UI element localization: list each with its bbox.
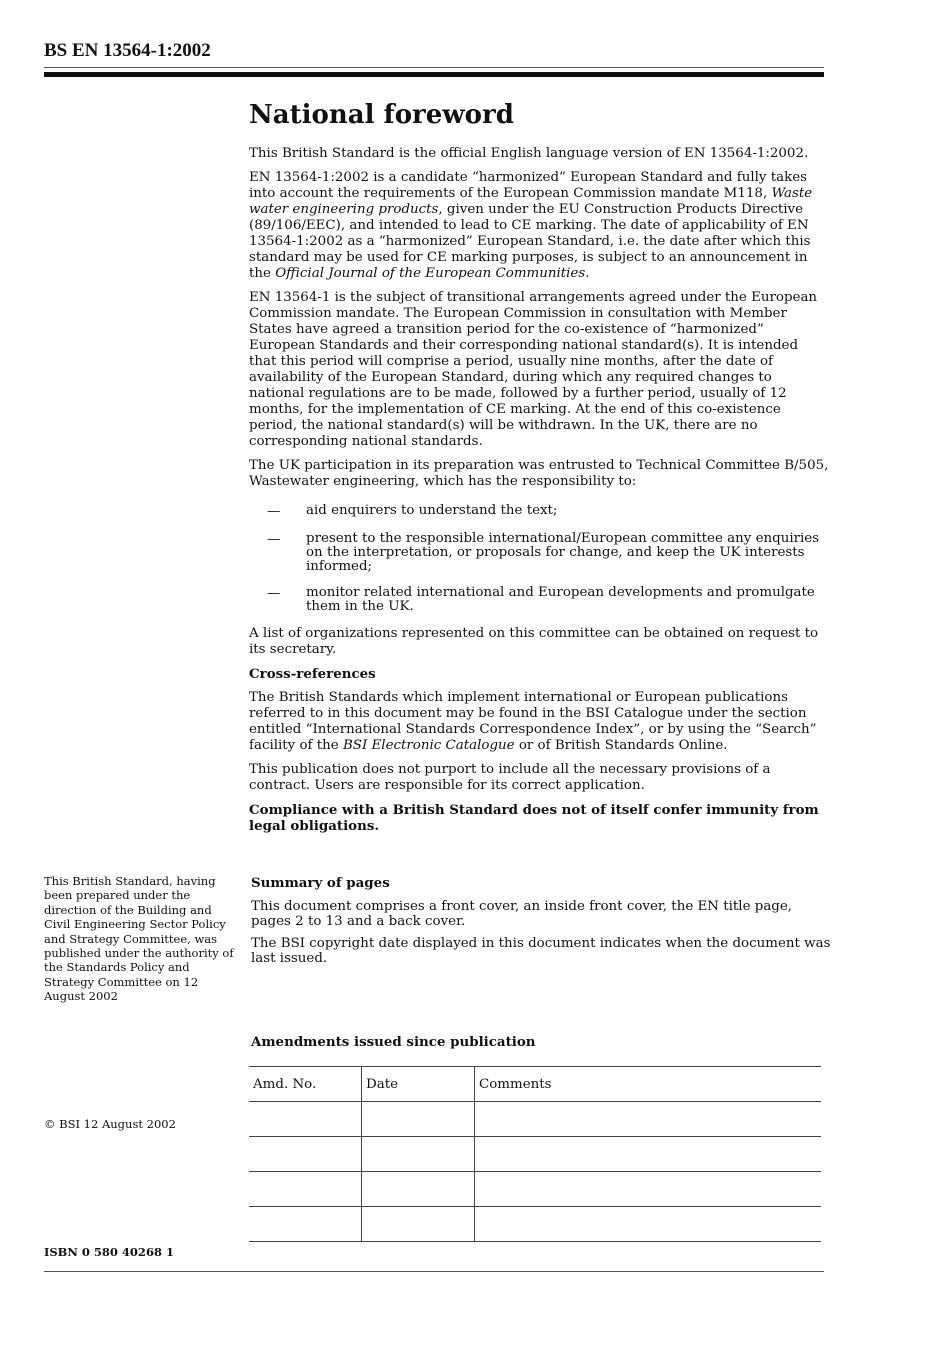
table-cell (249, 1172, 362, 1207)
paragraph-cross-references-part-c: or of British Standards Online. (514, 738, 728, 753)
paragraph-harmonized-part-a: EN 13564-1:2002 is a candidate “harmonized” European Standard and fully takes into account the requirements of the European Commission mandate M118, (249, 170, 807, 201)
responsibility-list (249, 504, 829, 614)
document-id: BS EN 13564-1:2002 (44, 40, 211, 61)
paragraph-harmonized-italic-products: Waste water engineering products (249, 186, 813, 217)
copyright-notice: © BSI 12 August 2002 (44, 1117, 176, 1131)
paragraph-cross-references-italic-catalogue: BSI Electronic Catalogue (342, 738, 515, 753)
page-title: National foreword (249, 100, 514, 130)
table-cell (249, 1207, 362, 1242)
table-cell (362, 1207, 475, 1242)
summary-paragraph-pages: This document comprises a front cover, an inside front cover, the EN title page, pages 2 to 13 and a back cover. (251, 899, 793, 929)
footer-rule (44, 1271, 824, 1272)
paragraph-official-version: This British Standard is the official English language version of EN 13564-1:2002. (249, 146, 809, 161)
table-cell (362, 1102, 475, 1137)
paragraph-committee-list: A list of organizations represented on this committee can be obtained on request to its secretary. (249, 626, 819, 657)
table-cell (362, 1137, 475, 1172)
side-note: This British Standard, having been prepared under the direction of the Building and Civil Engineering Sector Policy and Strategy Committee, was published under the authority of the Standards Policy and Strategy Committee on 12 August 2002 (44, 874, 234, 1004)
table-cell (249, 1137, 362, 1172)
paragraph-harmonized-italic-journal: Official Journal of the European Communities (275, 266, 586, 281)
paragraph-cross-references (249, 690, 829, 754)
paragraph-contract: This publication does not purport to include all the necessary provisions of a contract. Users are responsible for its correct application. (249, 762, 771, 793)
summary-of-pages (251, 876, 831, 973)
paragraph-uk-participation: The UK participation in its preparation was entrusted to Technical Committee B/505, Wastewater engineering, which has the responsibility to: (249, 458, 829, 489)
summary-heading: Summary of pages (251, 875, 390, 891)
table-cell (362, 1172, 475, 1207)
summary-paragraph-copyright-date: The BSI copyright date displayed in this document indicates when the document was last issued. (251, 936, 831, 966)
list-dash: — (267, 504, 281, 519)
paragraph-harmonized-part-c: , given under the EU Construction Products Directive (89/106/EEC), and intended to lead to CE marking. The date of applicability of EN 13564-1:2002 as a “harmonized” European Standard, i.e. the date after which this standard may be used for CE marking purposes, is subject to an announcement in the (249, 202, 811, 281)
table-row (249, 1102, 821, 1137)
list-dash: — (267, 532, 281, 547)
list-item (249, 504, 829, 520)
cross-references-heading: Cross-references (249, 666, 376, 682)
table-row (249, 1172, 821, 1207)
table-cell (475, 1172, 822, 1207)
main-content (249, 98, 829, 842)
paragraph-cross-references-part-a: The British Standards which implement international or European publications referred to in this document may be found in the BSI Catalogue under the section entitled “International Standards Correspondence Index”, or by using the “Search” facility of the (249, 690, 817, 753)
list-item (249, 532, 829, 574)
header-rule-thin (44, 67, 824, 68)
list-item (249, 586, 829, 614)
list-item-text: monitor related international and European developments and promulgate them in the UK. (306, 585, 815, 614)
table-row (249, 1137, 821, 1172)
paragraph-harmonized (249, 170, 829, 282)
table-header-row (249, 1067, 821, 1102)
table-cell (475, 1137, 822, 1172)
table-row (249, 1207, 821, 1242)
amendments-title: Amendments issued since publication (251, 1034, 536, 1050)
paragraph-transitional: EN 13564-1 is the subject of transitional arrangements agreed under the European Commission mandate. The European Commission in consultation with Member States have agreed a transition period for the co-existence of “harmonized” European Standards and their corresponding national standard(s). It is intended that this period will comprise a period, usually nine months, after the date of availability of the European Standard, during which any required changes to national regulations are to be made, followed by a further period, usually of 12 months, for the implementation of CE marking. At the end of this co-existence period, the national standard(s) will be withdrawn. In the UK, there are no corresponding national standards. (249, 290, 818, 449)
amendments-table (249, 1066, 821, 1242)
paragraph-harmonized-part-e: . (585, 266, 590, 281)
isbn: ISBN 0 580 40268 1 (44, 1245, 174, 1259)
table-cell (475, 1102, 822, 1137)
list-dash: — (267, 586, 281, 601)
comments-header: Comments (475, 1067, 822, 1102)
list-item-text: present to the responsible international/European committee any enquiries on the interpretation, or proposals for change, and keep the UK interests informed; (306, 531, 820, 574)
table-cell (475, 1207, 822, 1242)
header-rule-thick (44, 72, 824, 77)
paragraph-compliance: Compliance with a British Standard does not of itself confer immunity from legal obligations. (249, 802, 819, 834)
date-header: Date (362, 1067, 475, 1102)
list-item-text: aid enquirers to understand the text; (306, 503, 558, 518)
table-cell (249, 1102, 362, 1137)
amendment-number-header: Amd. No. (249, 1067, 362, 1102)
